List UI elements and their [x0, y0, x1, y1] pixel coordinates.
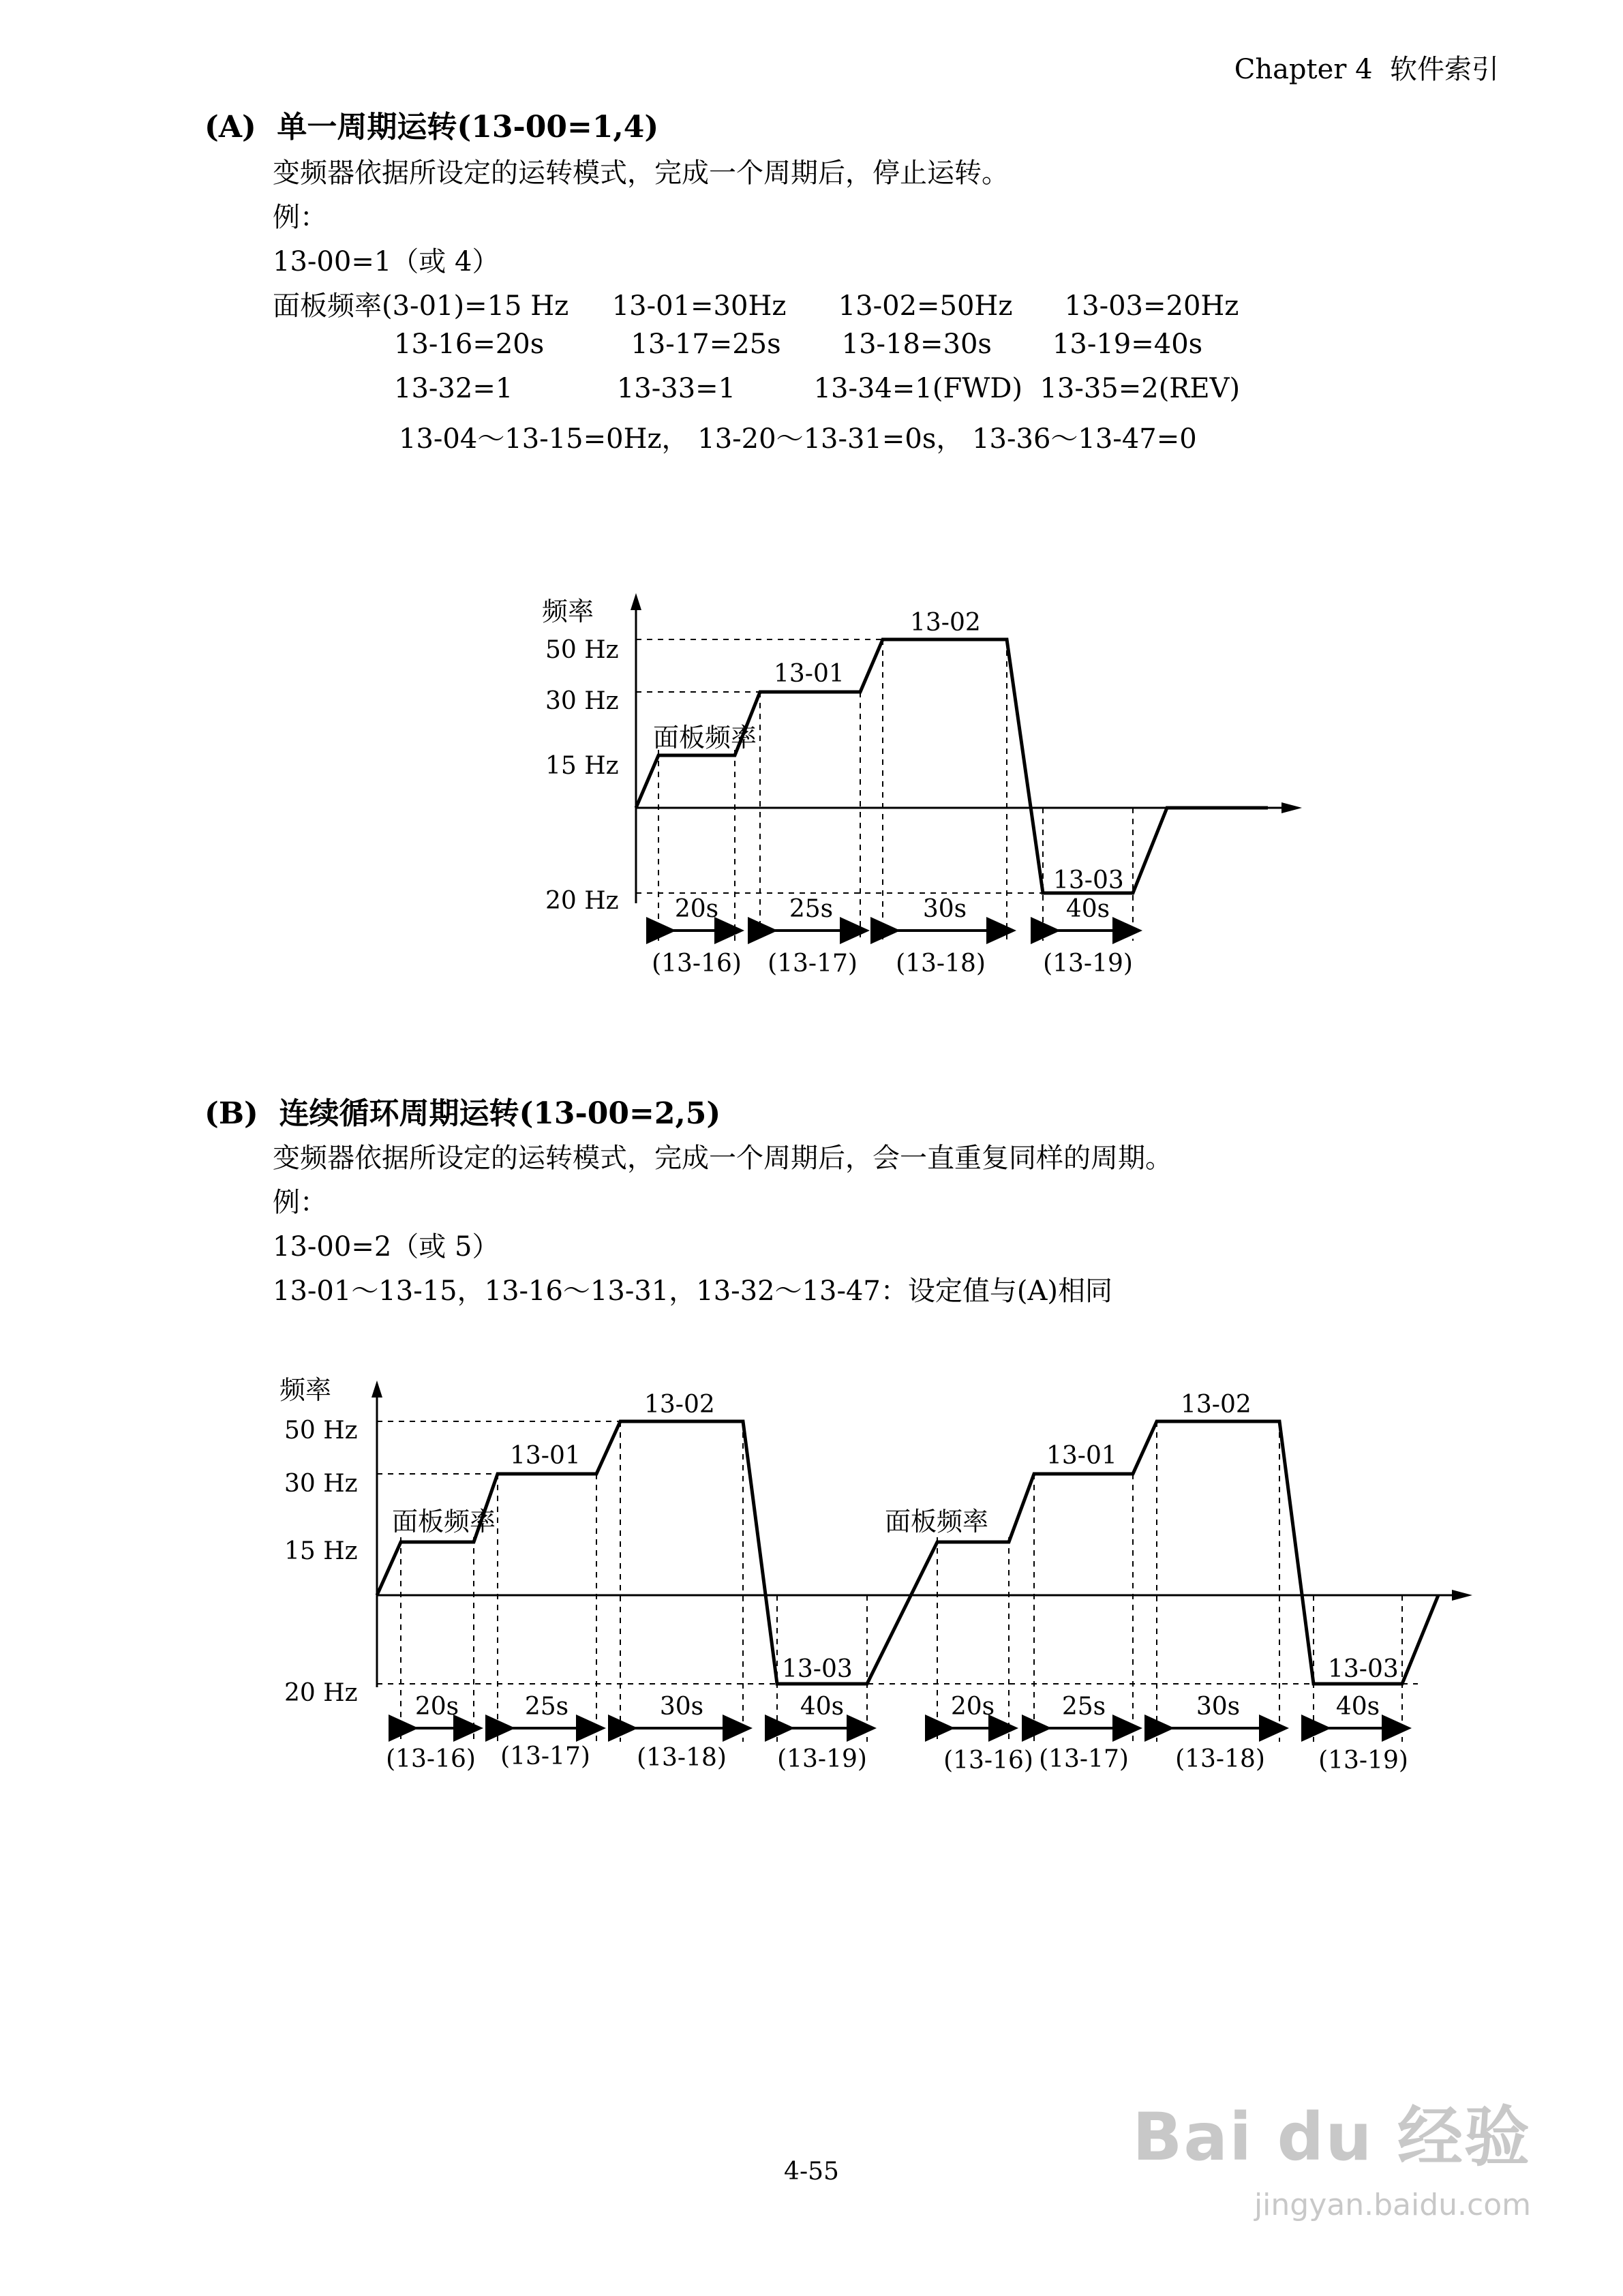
chart-b-duration-8: 40s [1335, 1693, 1380, 1721]
chart-a-step-label-panel: 面板频率 [653, 723, 757, 753]
section-a-title: (A) 单一周期运转(13-00=1,4) [204, 110, 659, 145]
page-number: 4-55 [784, 2158, 839, 2186]
chart-b-param-6: (13-17) [1039, 1745, 1129, 1773]
chart-a-step-label-13-02: 13-02 [910, 609, 981, 637]
section-a-description: 变频器依据所设定的运转模式，完成一个周期后，停止运转。 [273, 157, 1009, 189]
chart-a-step-label-13-01: 13-01 [774, 660, 845, 688]
chart-b-param-5: (13-16) [943, 1747, 1033, 1774]
section-b-line-2: 13-01～13-15，13-16～13-31，13-32～13-47：设定值与(A)相同 [273, 1275, 1112, 1307]
chart-b-duration-5: 20s [950, 1693, 995, 1721]
chart-b-param-7: (13-18) [1175, 1745, 1265, 1773]
chart-b-ytick-15hz: 15 Hz [284, 1537, 358, 1565]
section-b-title: (B) 连续循环周期运转(13-00=2,5) [204, 1096, 721, 1131]
chart-a-ytick-30hz: 30 Hz [545, 687, 619, 715]
chapter-header: Chapter 4 软件索引 [1234, 54, 1499, 85]
chart-a-duration-2: 25s [789, 895, 834, 923]
chart-b-param-1: (13-16) [386, 1745, 476, 1773]
chart-a-param-4: (13-19) [1043, 950, 1133, 978]
chart-b-duration-7: 30s [1196, 1693, 1241, 1721]
chart-b-duration-1: 20s [414, 1693, 459, 1721]
chart-a-ytick-50hz: 50 Hz [545, 636, 619, 664]
watermark-url: jingyan.baidu.com [1254, 2188, 1531, 2222]
chart-b-step-label-panel-2: 面板频率 [885, 1507, 989, 1537]
section-b-description: 变频器依据所设定的运转模式，完成一个周期后，会一直重复同样的周期。 [273, 1143, 1172, 1174]
chart-b-param-4: (13-19) [777, 1745, 867, 1773]
section-a-line-1: 13-00=1（或 4） [273, 246, 500, 277]
chart-b-param-3: (13-18) [637, 1744, 727, 1772]
chart-a-duration-3: 30s [922, 895, 967, 923]
chart-a-param-2: (13-17) [768, 950, 858, 978]
chart-a-ylabel: 频率 [542, 596, 594, 626]
chart-a-param-1: (13-16) [652, 950, 742, 978]
chart-b-step-label-13-01-2: 13-01 [1046, 1442, 1117, 1470]
section-a-line-3: 13-16=20s 13-17=25s 13-18=30s 13-19=40s [394, 329, 1203, 360]
chart-b-duration-2: 25s [524, 1693, 569, 1721]
chart-a-ytick-20hz: 20 Hz [545, 887, 619, 915]
chart-a-param-3: (13-18) [896, 950, 986, 978]
section-b-line-1: 13-00=2（或 5） [273, 1231, 500, 1263]
chart-b-duration-3: 30s [659, 1693, 704, 1721]
section-a-line-4: 13-32=1 13-33=1 13-34=1(FWD) 13-35=2(REV) [394, 373, 1241, 404]
chart-b-step-label-13-01-1: 13-01 [510, 1442, 581, 1470]
chart-b-step-label-13-03-2: 13-03 [1328, 1655, 1399, 1683]
chart-b-duration-6: 25s [1061, 1693, 1106, 1721]
chart-b-step-label-13-02-2: 13-02 [1181, 1391, 1252, 1419]
chart-a-duration-4: 40s [1065, 895, 1110, 923]
section-a-example-label: 例： [273, 202, 327, 233]
chart-a-duration-1: 20s [674, 895, 719, 923]
watermark-logo: Bai du 经验 [1132, 2099, 1531, 2175]
baidu-jingyan-watermark [1125, 2072, 1531, 2235]
section-b-example-label: 例： [273, 1187, 327, 1218]
chart-b-step-label-13-02-1: 13-02 [644, 1391, 715, 1419]
chart-b-ytick-50hz: 50 Hz [284, 1417, 358, 1445]
chart-a-ytick-15hz: 15 Hz [545, 752, 619, 780]
chart-b-param-2: (13-17) [500, 1742, 590, 1770]
chart-b-step-label-panel-1: 面板频率 [392, 1507, 496, 1537]
section-a-line-5: 13-04～13-15=0Hz， 13-20～13-31=0s， 13-36～13-47=0 [399, 423, 1197, 455]
chart-a-step-label-13-03: 13-03 [1053, 866, 1124, 894]
chart-b-ytick-30hz: 30 Hz [284, 1470, 358, 1498]
chart-b-step-label-13-03-1: 13-03 [782, 1655, 853, 1683]
chart-b-x-arrow [1452, 1590, 1472, 1601]
chart-b-param-8: (13-19) [1318, 1747, 1408, 1774]
section-a-line-2: 面板频率(3-01)=15 Hz 13-01=30Hz 13-02=50Hz 13-03=20Hz [273, 290, 1239, 322]
chart-b-y-arrow [371, 1380, 382, 1398]
chart-b-duration-4: 40s [800, 1693, 845, 1721]
chart-b-ytick-20hz: 20 Hz [284, 1679, 358, 1707]
chart-b-ylabel: 频率 [279, 1375, 332, 1405]
